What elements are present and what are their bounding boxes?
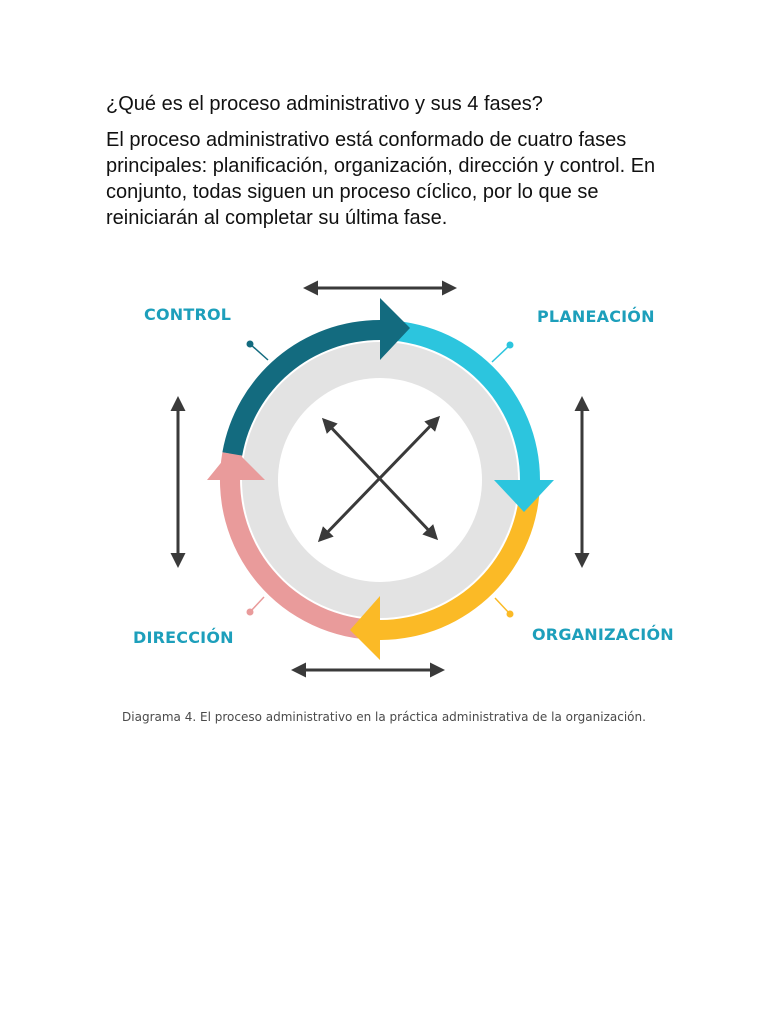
label-control: CONTROL — [144, 305, 232, 324]
connector-organizacion — [495, 598, 514, 618]
connector-planeacion — [492, 342, 514, 363]
intro-line: conjunto, todas siguen un proceso cíclico, por lo que se — [106, 181, 599, 203]
intro-line: El proceso administrativo está conformado de cuatro fases — [106, 129, 627, 151]
connector-direccion — [247, 597, 265, 616]
page-title: ¿Qué es el proceso administrativo y sus 4 fases? — [106, 93, 543, 115]
connector-control — [247, 341, 269, 361]
label-organizacion: ORGANIZACIÓN — [532, 625, 674, 644]
intro-line: principales: planificación, organización, dirección y control. En — [106, 155, 656, 177]
label-planeacion: PLANEACIÓN — [537, 307, 655, 326]
diagram-caption: Diagrama 4. El proceso administrativo en la práctica administrativa de la organización. — [122, 710, 646, 724]
intro-paragraph — [106, 127, 706, 231]
process-cycle-diagram — [0, 255, 768, 695]
label-direccion: DIRECCIÓN — [133, 628, 234, 647]
intro-line: reiniciarán al completar su última fase. — [106, 207, 448, 229]
